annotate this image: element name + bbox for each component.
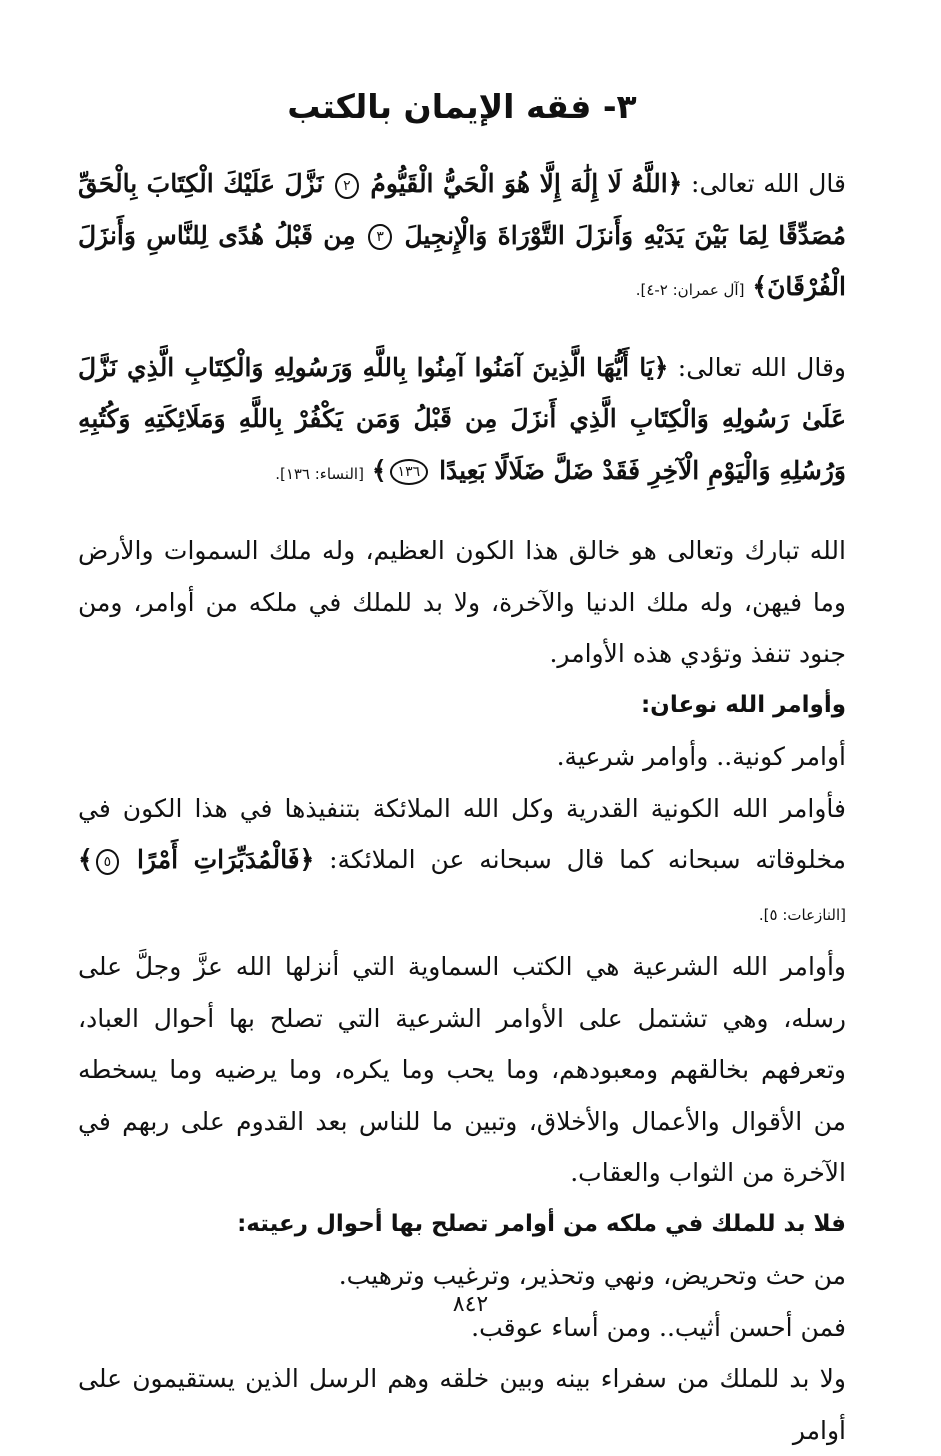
verse-reference: [النساء: ١٣٦].	[275, 464, 364, 483]
verse-reference: [آل عمران: ٢-٤].	[635, 281, 745, 299]
paragraph-creator: الله تبارك وتعالى هو خالق هذا الكون العظيم، وله ملك السموات والأرض وما فيهن، وله ملك الدنيا والآخرة، ولا بد للملك في ملكه من أوامر، ومن جنود تنفذ وتؤدي هذه الأوامر.	[78, 536, 846, 668]
verse-intro: قال الله تعالى:	[691, 169, 846, 198]
ayah-number-marker: ٥	[96, 849, 120, 875]
page-body	[78, 60, 846, 1445]
quran-close-bracket: ﴾	[752, 272, 768, 301]
page-number: ٨٤٢	[452, 1292, 489, 1317]
verse-intro: وقال الله تعالى:	[677, 352, 846, 382]
quran-open-bracket: ﴿	[653, 352, 669, 382]
paragraph-cosmic-commands	[78, 783, 846, 942]
section-heading-king-commands: فلا بد للملك في ملكه من أوامر تصلح بها أحوال رعيته:	[237, 1210, 846, 1237]
paragraph-legal-commands: وأوامر الله الشرعية هي الكتب السماوية التي أنزلها الله عزَّ وجلَّ على رسله، وهي تشتمل على الأوامر الشرعية التي تصلح بها أحوال العباد، وتعرفهم بخالقهم ومعبودهم، وما يحب وما يكره، وما يرضيه وما يسخطه من الأقوال والأعمال والأخلاق، وتبين ما للناس بعد القدوم على ربهم في الآخرة من الثواب والعقاب.	[78, 952, 846, 1187]
verse-block-2	[78, 342, 846, 501]
quran-text: اللَّهُ لَا إِلَٰهَ إِلَّا هُوَ الْحَيُّ الْقَيُّومُ	[370, 169, 668, 198]
quran-text: مِن قَبْلُ هُدًى لِلنَّاسِ وَأَنزَلَ الْفُرْقَانَ	[78, 220, 846, 301]
quran-text: نَزَّلَ عَلَيْكَ الْكِتَابَ بِالْحَقِّ مُصَدِّقًا لِمَا بَيْنَ يَدَيْهِ وَأَنزَلَ التَّوْرَاةَ وَالْإِنجِيلَ	[78, 169, 846, 250]
chapter-title: ٣- فقه الإيمان بالكتب	[287, 87, 637, 126]
quran-open-bracket: ﴿	[299, 845, 315, 874]
paragraph-messengers: ولا بد للملك من سفراء بينه وبين خلقه وهم الرسل الذين يستقيمون على أوامر	[78, 1364, 846, 1445]
quran-close-bracket: ﴾	[371, 455, 387, 485]
quran-text: يَا أَيُّهَا الَّذِينَ آمَنُوا آمِنُوا بِاللَّهِ وَرَسُولِهِ وَالْكِتَابِ الَّذِي نَزَّلَ عَلَىٰ رَسُولِهِ وَالْكِتَابِ الَّذِي أَنزَلَ مِن قَبْلُ وَمَن يَكْفُرْ بِاللَّهِ وَمَلَائِكَتِهِ وَكُتُبِهِ وَرُسُلِهِ وَالْيَوْمِ الْآخِرِ فَقَدْ ضَلَّ ضَلَالًا بَعِيدًا	[78, 352, 846, 485]
ayah-number-marker: ٣	[368, 224, 392, 250]
section-heading-commands-types: وأوامر الله نوعان:	[640, 691, 846, 718]
quran-text: فَالْمُدَبِّرَاتِ أَمْرًا	[137, 845, 300, 874]
ayah-number-marker: ١٣٦	[390, 459, 429, 485]
paragraph-text: فأوامر الله الكونية القدرية وكل الله الملائكة بتنفيذها في هذا الكون في مخلوقاته سبحانه كما قال سبحانه عن الملائكة:	[78, 793, 846, 874]
paragraph-encouragement: من حث وتحريض، ونهي وتحذير، وترغيب وترهيب.	[338, 1261, 846, 1290]
ayah-number-marker: ٢	[335, 173, 359, 199]
paragraph-reward: فمن أحسن أثيب.. ومن أساء عوقب.	[471, 1312, 846, 1342]
verse-reference: [النازعات: ٥].	[758, 905, 846, 924]
quran-open-bracket: ﴿	[667, 169, 683, 198]
verse-block-1	[78, 158, 846, 317]
paragraph-two-types: أوامر كونية.. وأوامر شرعية.	[556, 742, 846, 771]
quran-close-bracket: ﴾	[78, 845, 93, 874]
